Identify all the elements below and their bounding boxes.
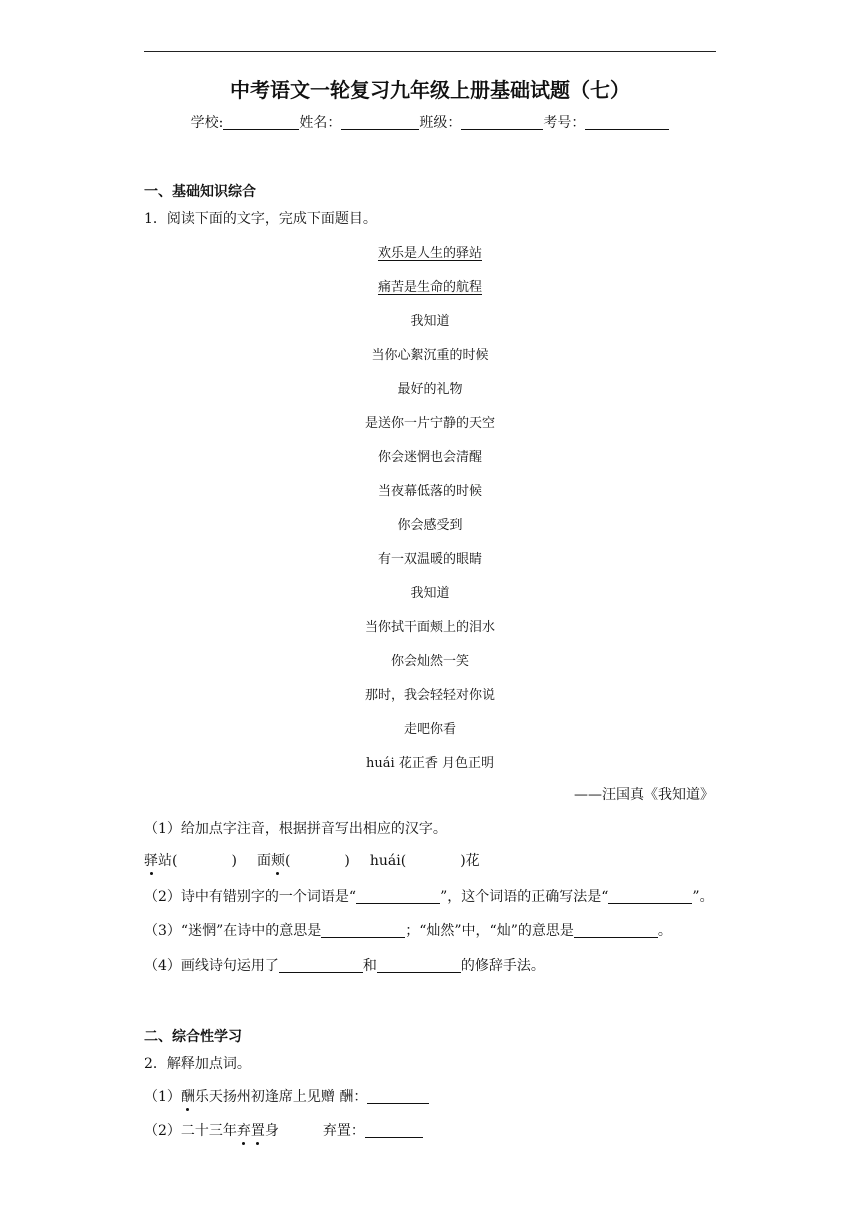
school-label: 学校: bbox=[190, 115, 224, 131]
section-heading-2: 二、综合性学习 bbox=[144, 1029, 242, 1045]
question-1-prompt: 1．阅读下面的文字，完成下面题目。 bbox=[144, 211, 377, 227]
poem-line: 你会灿然一笑 bbox=[390, 654, 469, 669]
dotted-char: 弃 bbox=[236, 1123, 251, 1139]
question-2-1: （1）酬乐天扬州初逢席上见赠 酬： bbox=[144, 1086, 429, 1106]
school-blank[interactable] bbox=[223, 115, 299, 130]
dotted-char: 颊 bbox=[270, 853, 285, 869]
header-rule bbox=[144, 51, 716, 52]
dotted-char: 置 bbox=[250, 1123, 265, 1139]
class-blank[interactable] bbox=[461, 115, 543, 130]
poem-line: 最好的礼物 bbox=[397, 382, 463, 397]
pinyin-answer-row: 驿站( ) 面颊( ) huái( )花 bbox=[144, 853, 480, 869]
poem-line: 有一双温暖的眼睛 bbox=[377, 552, 482, 567]
answer-blank[interactable] bbox=[356, 889, 440, 904]
answer-blank[interactable] bbox=[574, 923, 658, 938]
name-label: 姓名： bbox=[299, 115, 342, 131]
poem-source: ——汪国真《我知道》 bbox=[574, 787, 714, 803]
poem-line: 当你心絮沉重的时候 bbox=[371, 348, 489, 363]
question-1-2: （2）诗中有错别字的一个词语是“ ”，这个词语的正确写法是“ ”。 bbox=[144, 889, 714, 905]
exam-number-label: 考号： bbox=[543, 115, 586, 131]
question-2-prompt: 2．解释加点词。 bbox=[144, 1056, 251, 1072]
poem-line: 你会迷惘也会清醒 bbox=[377, 450, 482, 465]
student-info-line bbox=[0, 112, 860, 132]
exam-number-blank[interactable] bbox=[585, 115, 669, 130]
poem-line: 痛苦是生命的航程 bbox=[377, 280, 482, 295]
answer-blank[interactable] bbox=[365, 1123, 423, 1138]
poem-line: 当你拭干面颊上的泪水 bbox=[364, 620, 495, 635]
poem-line: 那时，我会轻轻对你说 bbox=[364, 688, 495, 703]
dotted-char: 酬 bbox=[180, 1089, 195, 1105]
answer-blank[interactable] bbox=[321, 923, 405, 938]
poem-line: 欢乐是人生的驿站 bbox=[377, 246, 482, 261]
answer-blank[interactable] bbox=[279, 958, 363, 973]
poem-line: 我知道 bbox=[410, 586, 450, 601]
poem-line: 走吧你看 bbox=[403, 722, 456, 737]
answer-blank[interactable] bbox=[608, 889, 692, 904]
question-1-1: （1）给加点字注音，根据拼音写出相应的汉字。 bbox=[144, 821, 447, 837]
question-1-3: （3）“迷惘”在诗中的意思是 ；“灿然”中，“灿”的意思是 。 bbox=[144, 923, 672, 939]
answer-blank[interactable] bbox=[367, 1089, 429, 1104]
poem-line: 是送你一片宁静的天空 bbox=[364, 416, 495, 431]
name-blank[interactable] bbox=[341, 115, 419, 130]
section-heading-1: 一、基础知识综合 bbox=[144, 184, 256, 200]
question-2-2: （2）二十三年弃置身 弃置： bbox=[144, 1120, 423, 1140]
poem-line: 当夜幕低落的时候 bbox=[377, 484, 482, 499]
page-title: 中考语文一轮复习九年级上册基础试题（七） bbox=[230, 78, 630, 102]
question-1-4: （4）画线诗句运用了 和 的修辞手法。 bbox=[144, 958, 545, 974]
answer-blank[interactable] bbox=[377, 958, 461, 973]
poem-line: 你会感受到 bbox=[397, 518, 463, 533]
poem-line: huái 花正香 月色正明 bbox=[366, 756, 494, 771]
class-label: 班级： bbox=[419, 115, 462, 131]
poem-line: 我知道 bbox=[410, 314, 450, 329]
dotted-char: 驿 bbox=[144, 853, 158, 869]
